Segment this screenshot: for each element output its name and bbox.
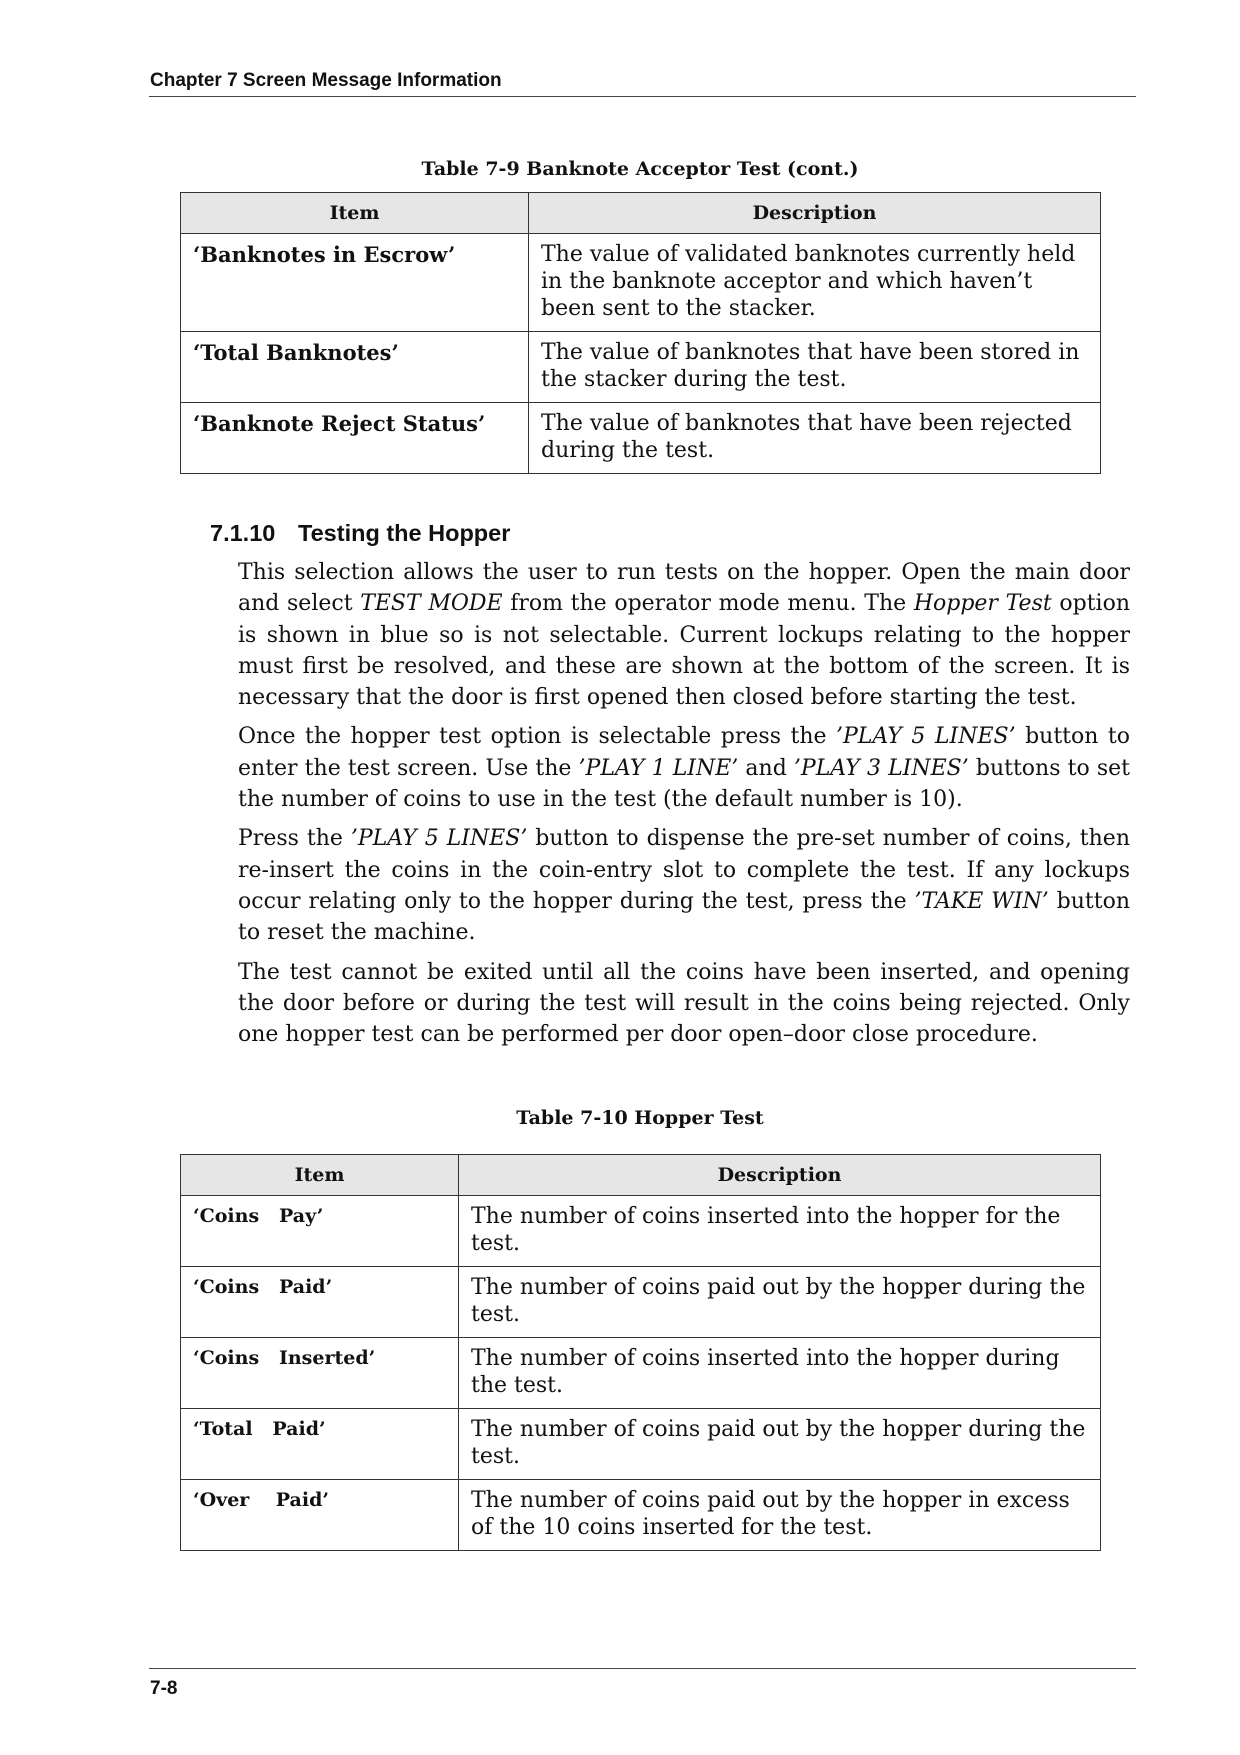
table-row [181, 1267, 1101, 1338]
table-row [181, 332, 1101, 403]
table-header-row [181, 1155, 1101, 1196]
section-number: 7.1.10 [210, 520, 276, 546]
table-row [181, 234, 1101, 332]
page-number: 7-8 [150, 1678, 178, 1699]
section-body [238, 557, 1130, 1058]
paragraph: Once the hopper test option is selectable press the ’PLAY 5 LINES’ button to enter the test screen. Use the ’PLAY 1 LINE’ and ’PLAY 3 LINES’ buttons to set the number of coins to use in the test (the default number is 10). [238, 724, 1130, 813]
item-cell: ‘Total Paid’ [181, 1409, 459, 1480]
column-header-item: Item [181, 193, 529, 234]
table-row [181, 1480, 1101, 1551]
description-cell: The number of coins paid out by the hopper during the test. [459, 1409, 1101, 1480]
item-cell: ‘Total Banknotes’ [181, 332, 529, 403]
paragraph: The test cannot be exited until all the coins have been inserted, and opening the door before or during the test will result in the coins being rejected. Only one hopper test can be performed per door open–door close procedure. [238, 959, 1130, 1048]
description-cell: The value of banknotes that have been stored in the stacker during the test. [529, 332, 1101, 403]
section-heading [210, 520, 510, 547]
description-cell: The value of banknotes that have been rejected during the test. [529, 403, 1101, 474]
paragraph: This selection allows the user to run tests on the hopper. Open the main door and select TEST MODE from the operator mode menu. The Hopper Test option is shown in blue so is not selectable. Current lockups relating to the hopper must first be resolved, and these are shown at the bottom of the screen. It is necessary that the door is first opened then closed before starting the test. [238, 560, 1130, 711]
description-cell: The number of coins paid out by the hopper in excess of the 10 coins inserted for the test. [459, 1480, 1101, 1551]
section-title: Testing the Hopper [298, 520, 511, 546]
table-row [181, 403, 1101, 474]
header-rule [149, 96, 1136, 97]
table-7-10-caption: Table 7-10 Hopper Test [516, 1107, 764, 1129]
description-cell: The number of coins paid out by the hopper during the test. [459, 1267, 1101, 1338]
emphasized-term: TEST MODE [360, 591, 503, 617]
item-cell: ‘Coins Paid’ [181, 1267, 459, 1338]
table-row [181, 1409, 1101, 1480]
emphasized-term: ’TAKE WIN’ [914, 888, 1049, 914]
emphasized-term: ’PLAY 5 LINES’ [836, 724, 1016, 750]
column-header-item: Item [181, 1155, 459, 1196]
paragraph: Press the ’PLAY 5 LINES’ button to dispense the pre-set number of coins, then re-insert the coins in the coin-entry slot to complete the test. If any lockups occur relating only to the hopper during the test, press the ’TAKE WIN’ button to reset the machine. [238, 826, 1130, 946]
item-cell: ‘Banknote Reject Status’ [181, 403, 529, 474]
item-cell: ‘Coins Pay’ [181, 1196, 459, 1267]
emphasized-term: ’PLAY 3 LINES’ [793, 755, 969, 781]
item-cell: ‘Over Paid’ [181, 1480, 459, 1551]
footer-rule [149, 1668, 1136, 1669]
emphasized-term: Hopper Test [913, 591, 1052, 617]
table-header-row [181, 193, 1101, 234]
banknote-acceptor-test-table [180, 192, 1101, 474]
table-7-9-caption: Table 7-9 Banknote Acceptor Test (cont.) [421, 158, 859, 180]
description-cell: The number of coins inserted into the hopper during the test. [459, 1338, 1101, 1409]
table-row [181, 1338, 1101, 1409]
column-header-description: Description [459, 1155, 1101, 1196]
column-header-description: Description [529, 193, 1101, 234]
item-cell: ‘Banknotes in Escrow’ [181, 234, 529, 332]
description-cell: The number of coins inserted into the hopper for the test. [459, 1196, 1101, 1267]
description-cell: The value of validated banknotes currently held in the banknote acceptor and which haven’t been sent to the stacker. [529, 234, 1101, 332]
emphasized-term: ’PLAY 1 LINE’ [578, 755, 739, 781]
hopper-test-table [180, 1154, 1101, 1551]
table-row [181, 1196, 1101, 1267]
emphasized-term: ’PLAY 5 LINES’ [350, 826, 528, 852]
item-cell: ‘Coins Inserted’ [181, 1338, 459, 1409]
running-header: Chapter 7 Screen Message Information [150, 70, 502, 91]
